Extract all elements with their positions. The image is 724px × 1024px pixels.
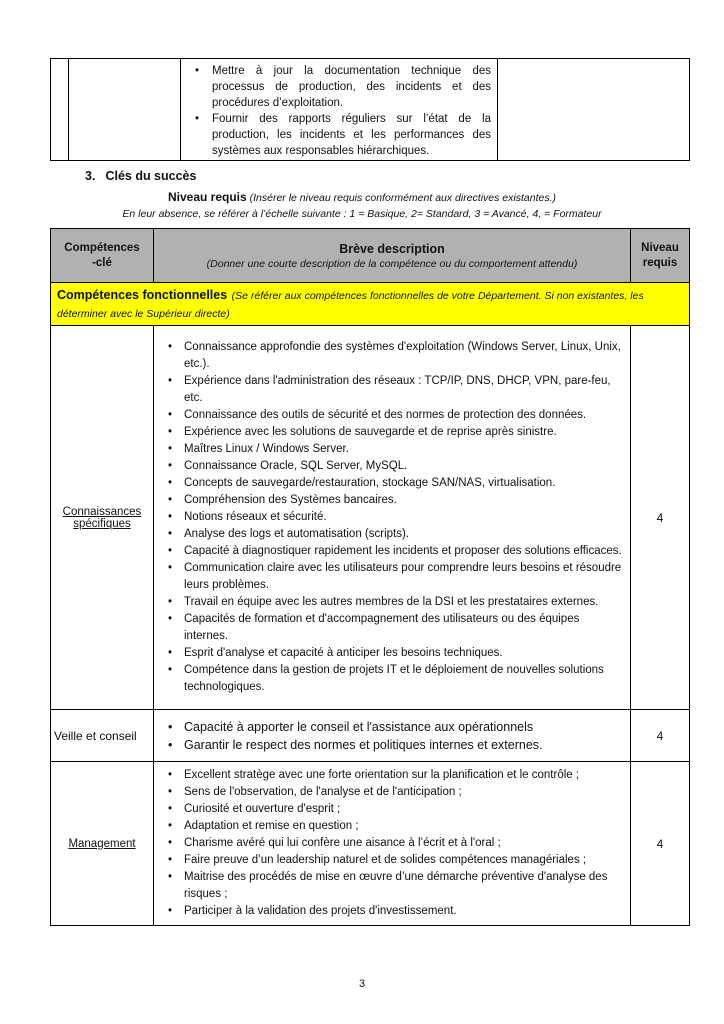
bullet-item: • Mettre à jour la documentation technique des processus de production, des incidents et des procédures d’exploitation. [191,63,491,111]
description-cell [154,762,631,926]
bullet-item: • Capacité à apporter le conseil et l'assistance aux opérationnels [162,718,624,736]
level-value: 4 [631,326,690,710]
competence-label: Management [68,837,136,850]
bullet-item: • Connaissance approfondie des systèmes d'exploitation (Windows Server, Linux, Unix, etc.). [162,339,624,373]
bullet-item: • Excellent stratège avec une forte orientation sur la planification et le contrôle ; [162,767,624,784]
description-bullet-list [154,714,630,758]
description-cell [154,326,631,710]
functional-competences-banner [51,283,690,326]
header-niveau-requis [631,229,690,283]
level-value: 4 [631,710,690,762]
description-bullet-list [154,335,630,700]
bullet-item: • Capacités de formation et d'accompagnement des utilisateurs ou des équipes internes. [162,611,624,645]
bullet-item: • Adaptation et remise en question ; [162,818,624,835]
competence-cell [51,710,154,762]
bullet-item: • Connaissance Oracle, SQL Server, MySQL. [162,458,624,475]
bullet-item: • Compétence dans la gestion de projets IT et le déploiement de nouvelles solutions technologiques. [162,662,624,696]
bullet-item: • Expérience dans l'administration des réseaux : TCP/IP, DNS, DHCP, VPN, pare-feu, etc. [162,373,624,407]
niveau-requis-note [0,190,724,204]
competence-cell [51,762,154,926]
top-table-tasks-cell [181,59,498,161]
scale-note: En leur absence, se référer à l’échelle suivante : 1 = Basique, 2= Standard, 3 = Avancé, 4, = Formateur [122,208,602,220]
bullet-item: • Notions réseaux et sécurité. [162,509,624,526]
header-description-note: (Donner une courte description de la compétence ou du comportement attendu) [206,257,578,270]
bullet-item: • Fournir des rapports réguliers sur l’état de la production, les incidents et les performances des systèmes aux responsables hiérarchiques. [191,111,491,159]
bullet-item: • Maîtres Linux / Windows Server. [162,441,624,458]
competence-cell [51,326,154,710]
banner-title: Compétences fonctionnelles [57,288,228,302]
bullet-item: • Analyse des logs et automatisation (scripts). [162,526,624,543]
description-bullet-list [154,763,630,924]
bullet-item: • Participer à la validation des projets d'investissement. [162,903,624,920]
bullet-item: • Esprit d'analyse et capacité à anticiper les besoins techniques. [162,645,624,662]
competency-table [50,228,690,926]
header-breve-description [154,229,631,283]
top-table-empty-cell-3 [498,59,690,161]
bullet-item: • Sens de l'observation, de l'analyse et de l'anticipation ; [162,784,624,801]
section-title: Clés du succès [105,169,197,183]
table-header-row [51,229,690,283]
top-table-bullet-list [181,59,497,159]
bullet-item: • Connaissance des outils de sécurité et des normes de protection des données. [162,407,624,424]
header-description-title: Brève description [339,241,445,256]
top-continuation-table [50,58,690,161]
functional-competences-banner-row [51,283,690,326]
bullet-item: • Travail en équipe avec les autres membres de la DSI et les prestataires externes. [162,594,624,611]
header-competences-cle [51,229,154,283]
niveau-requis-label: Niveau requis [167,190,247,204]
bullet-item: • Capacité à diagnostiquer rapidement les incidents et proposer des solutions efficaces. [162,543,624,560]
header-competences-line2: -clé [92,256,112,269]
description-cell [154,710,631,762]
table-row [51,710,690,762]
competence-label: Veille et conseil [54,728,137,743]
bullet-item: • Maitrise des procédés de mise en œuvre d’une démarche préventive d'analyse des risques ; [162,869,624,903]
header-competences-line1: Compétences [64,241,140,254]
bullet-item: • Garantir le respect des normes et politiques internes et externes. [162,736,624,754]
bullet-item: • Concepts de sauvegarde/restauration, stockage SAN/NAS, virtualisation. [162,475,624,492]
bullet-item: • Communication claire avec les utilisateurs pour comprendre leurs besoins et résoudre leurs problèmes. [162,560,624,594]
section-heading [85,169,196,183]
bullet-item: • Charisme avéré qui lui confère une aisance à l’écrit et à l'oral ; [162,835,624,852]
bullet-item: • Curiosité et ouverture d'esprit ; [162,801,624,818]
header-niveau-label: Niveau requis [641,241,679,269]
competence-label: Connaissances spécifiques [62,505,142,530]
bullet-item: • Faire preuve d’un leadership naturel et de solides compétences managériales ; [162,852,624,869]
top-table-empty-cell-2 [69,59,181,161]
page-number: 3 [358,978,366,990]
bullet-item: • Expérience avec les solutions de sauvegarde et de reprise après sinistre. [162,424,624,441]
table-row [51,59,690,161]
table-row [51,762,690,926]
bullet-item: • Compréhension des Systèmes bancaires. [162,492,624,509]
banner-note: (Se référer aux compétences fonctionnelles de votre Département. Si non existantes, les déterminer avec le Supérieur directe) [57,290,644,320]
table-row [51,326,690,710]
niveau-requis-instruction: (Insérer le niveau requis conformément aux directives existantes.) [249,192,556,204]
top-table-empty-cell-1 [51,59,69,161]
level-value: 4 [631,762,690,926]
section-number: 3. [85,169,96,183]
